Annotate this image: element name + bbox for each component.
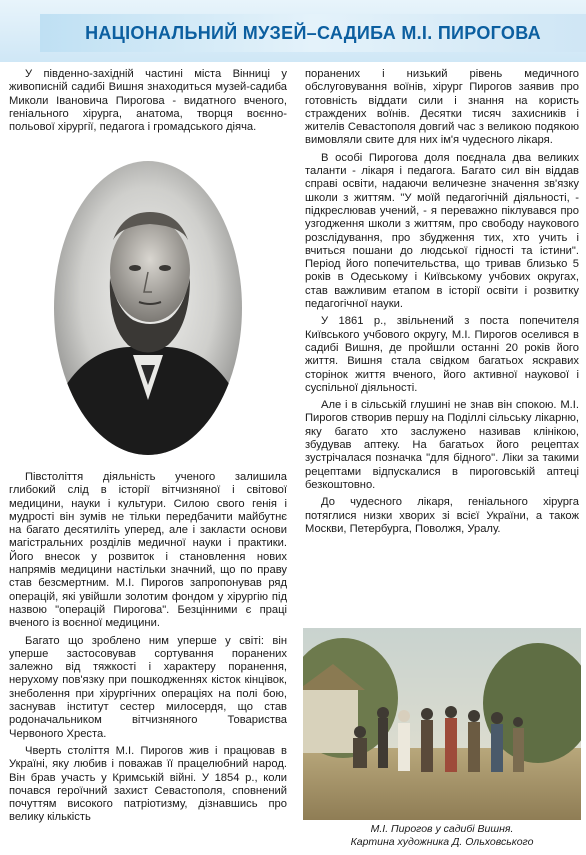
right-paragraph: В особі Пирогова доля поєднала два великих таланти - лікаря і педагога. Багато сил він віддав справі освіти, надаючи величезне значення зв'язку школи з життям. "У моїй педагогічній діяльності, - підкреслював учений, - я переважно піклувався про узгодження школи з життям, про свободу наукового розслідування, про збудження тих, хто учить і вчиться пошани до людської гідності та істини". Період його попечительства, що тривав близько 5 років в Одеському і Київському учбових округах, став важливим етапом в історії освіти і розвитку педагогічної науки. [305, 151, 579, 311]
left-column-text [9, 471, 287, 829]
right-paragraph: До чудесного лікаря, геніального хірурга потяглися низки хворих зі всієї України, а також Москви, Петербурга, Поволжя, Уралу. [305, 496, 579, 535]
right-paragraph: У 1861 р., звільнений з поста попечителя Київського учбового округу, М.І. Пирогов оселився в садибі Вишня, де пройшли останні 20 років його життя. Вишня стала свідком багатьох яскравих сторінок життя вченого, його активної наукової і суспільної діяльності. [305, 315, 579, 394]
left-paragraph: Півстоліття діяльність ученого залишила глибокий слід в історії вітчизняної і світової медицини, науки і культури. Силою свого генія і мудрості він зумів не тільки передбачити майбутнє на багато десятиліть уперед, але і закласти основи магістральних розділів медичної науки і практики. Його внесок у розвиток і становлення нових напрямів медицини настільки значний, що по праву став безсмертним. М.І. Пирогов запропонував ряд операцій, які увійшли золотим фондом у хірургію під назвою "операцій Пирогова". Безцінними є праці вченого із воєнної медицини. [9, 471, 287, 630]
painting-caption [303, 823, 581, 849]
title-band [40, 14, 586, 52]
right-paragraph: поранених і низький рівень медичного обслуговування воїнів, хірург Пирогов заявив про готовність віддати сили і знання на користь страждених воїнів. Десятки тисяч захисників і жителів Севастополя довгий час з великою подякою вимовляли свите для них ім'я чудесного лікаря. [305, 68, 579, 147]
right-column-text [305, 68, 579, 540]
left-paragraph: Чверть століття М.І. Пирогов жив і працював в Україні, яку любив і поважав її працелюбний народ. Він брав участь у Кримській війні. У 1854 р., коли почався героїчний захист Севастополя, сповнений почуттям високого патріотизму, дізнавшись про велику кількість [9, 744, 287, 824]
right-paragraph: Але і в сільській глушині не знав він спокою. М.І. Пирогов створив першу на Поділлі сільську лікарню, яку багато хто заслужено називав клінікою, збудував аптеку. На багатьох його рецептах зустрічалася позначка "для бідного". Ліки за такими рецептами відпускалися в пироговській аптеці безкоштовно. [305, 399, 579, 491]
painting-image [303, 628, 581, 820]
caption-line-2: Картина художника Д. Ольховського [350, 836, 534, 848]
intro-text [9, 68, 287, 138]
page-title: НАЦІОНАЛЬНИЙ МУЗЕЙ–САДИБА М.І. ПИРОГОВА [85, 22, 541, 43]
caption-line-1: М.І. Пирогов у садибі Вишня. [370, 823, 514, 835]
page-header [0, 0, 586, 62]
intro-paragraph: У південно-західній частині міста Вінниці у живописній садибі Вишня знаходиться музей-садиба Миколи Івановича Пирогова - видатного вченого, геніального хірурга, анатома, творця воєнно-польової хірургії, педагога і громадського діяча. [9, 68, 287, 134]
portrait-image [53, 160, 243, 456]
left-paragraph: Багато що зроблено ним уперше у світі: він уперше застосовував сортування поранених залежно від тяжкості і характеру поранення, нерухому пов'язку при пошкодженнях кісток кінцівок, знеболення при хірургічних операціях на полі бою, заснував інститут сестер милосердя, що став родоначальником вітчизняного Товариства Червоного Хреста. [9, 634, 287, 740]
